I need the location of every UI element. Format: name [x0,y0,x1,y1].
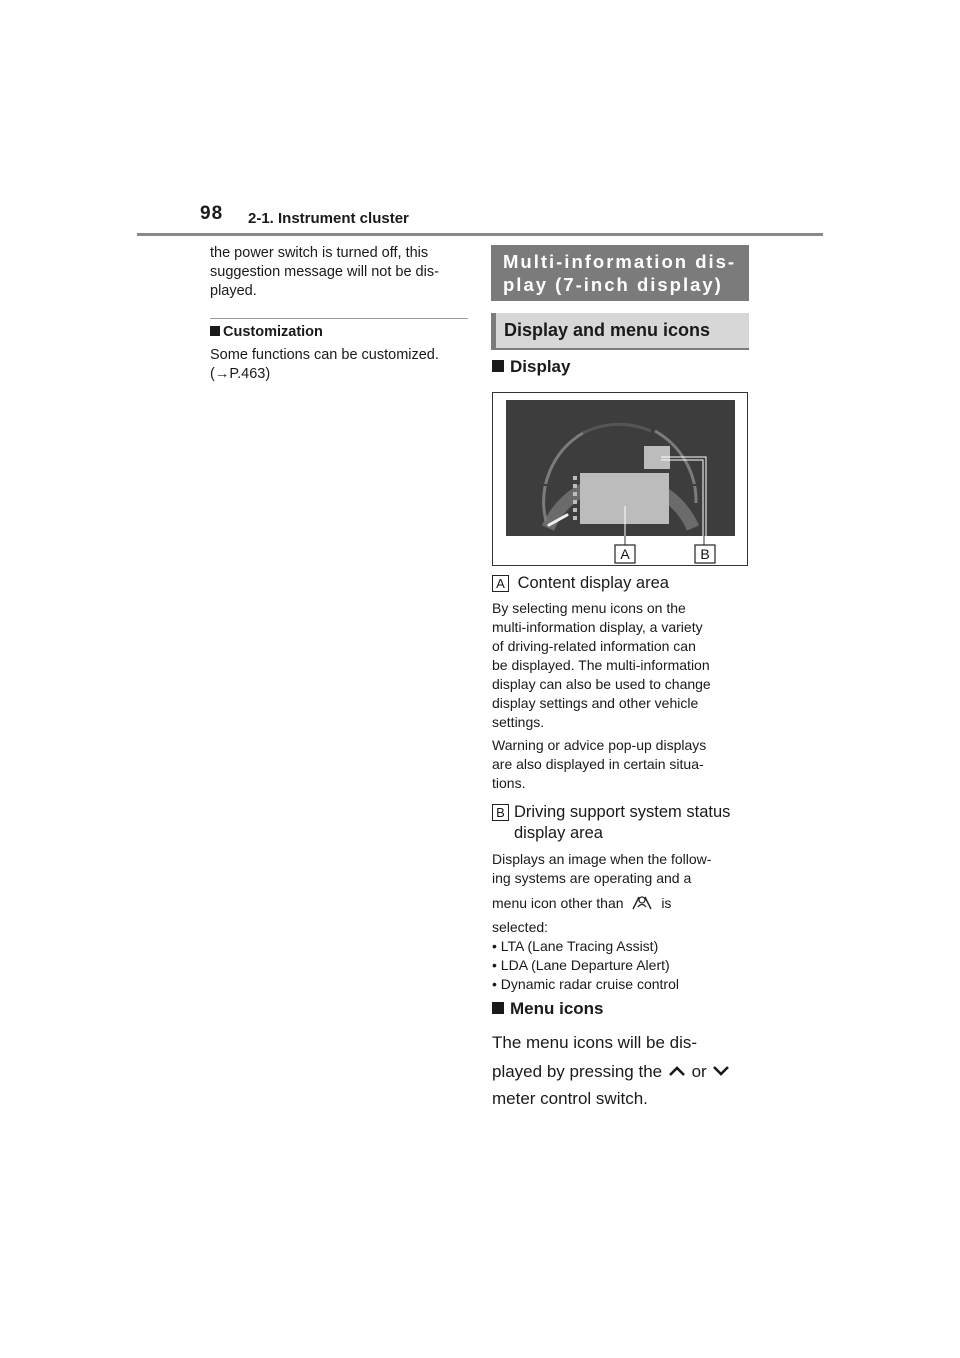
item-b-title: B Driving support system status display area [492,802,754,844]
intro-line: played. [210,283,257,299]
display-figure [492,392,748,566]
label-b: B [700,546,710,562]
item-a-description: By selecting menu icons on the multi-information display, a variety of driving-related information can be displayed. The multi-information display can also be used to change display settings and other vehicle settings. Warning or advice pop-up displays are also displayed in certain situa- tions. [492,600,711,791]
driving-support-icon [631,894,653,915]
item-a-title: A Content display area [492,573,669,594]
item-b-description: Displays an image when the follow- ing systems are operating and a menu icon other than is selected: • LTA (Lane Tracing Assist) • LDA (Lane Departure Alert) • Dynamic radar cruise control [492,850,754,994]
intro-paragraph [210,244,470,301]
square-bullet-icon [492,360,504,372]
menu-icons-text: The menu icons will be dis- played by pressing the or meter control switch. [492,1030,762,1112]
customization-heading: Customization [210,324,470,340]
intro-line: suggestion message will not be dis- [210,264,439,280]
item-b-letter: B [492,804,509,821]
section-divider [210,318,468,319]
square-bullet-icon [492,1002,504,1014]
label-a: A [620,546,630,562]
subsection-title: Display and menu icons [491,313,749,350]
page-number: 98 [200,203,224,224]
section-title: Multi-information dis- play (7-inch display) [491,245,749,301]
menu-icons-heading: Menu icons [492,999,604,1019]
chapter-title: 2-1. Instrument cluster [248,210,409,227]
page-reference-link[interactable]: (→P.463) [210,366,271,382]
customization-line: Some functions can be customized. [210,347,439,363]
bullet-item: • Dynamic radar cruise control [492,976,679,992]
item-a-letter: A [492,575,509,592]
bullet-item: • LTA (Lane Tracing Assist) [492,938,659,954]
customization-text [210,346,470,384]
chevron-up-icon [667,1060,687,1086]
multi-information-display-illustration [493,393,747,565]
intro-line: the power switch is turned off, this [210,245,429,261]
chevron-down-icon [711,1060,731,1086]
bullet-item: • LDA (Lane Departure Alert) [492,957,670,973]
display-heading: Display [492,357,570,377]
square-bullet-icon [210,326,220,336]
header-rule [137,233,823,236]
